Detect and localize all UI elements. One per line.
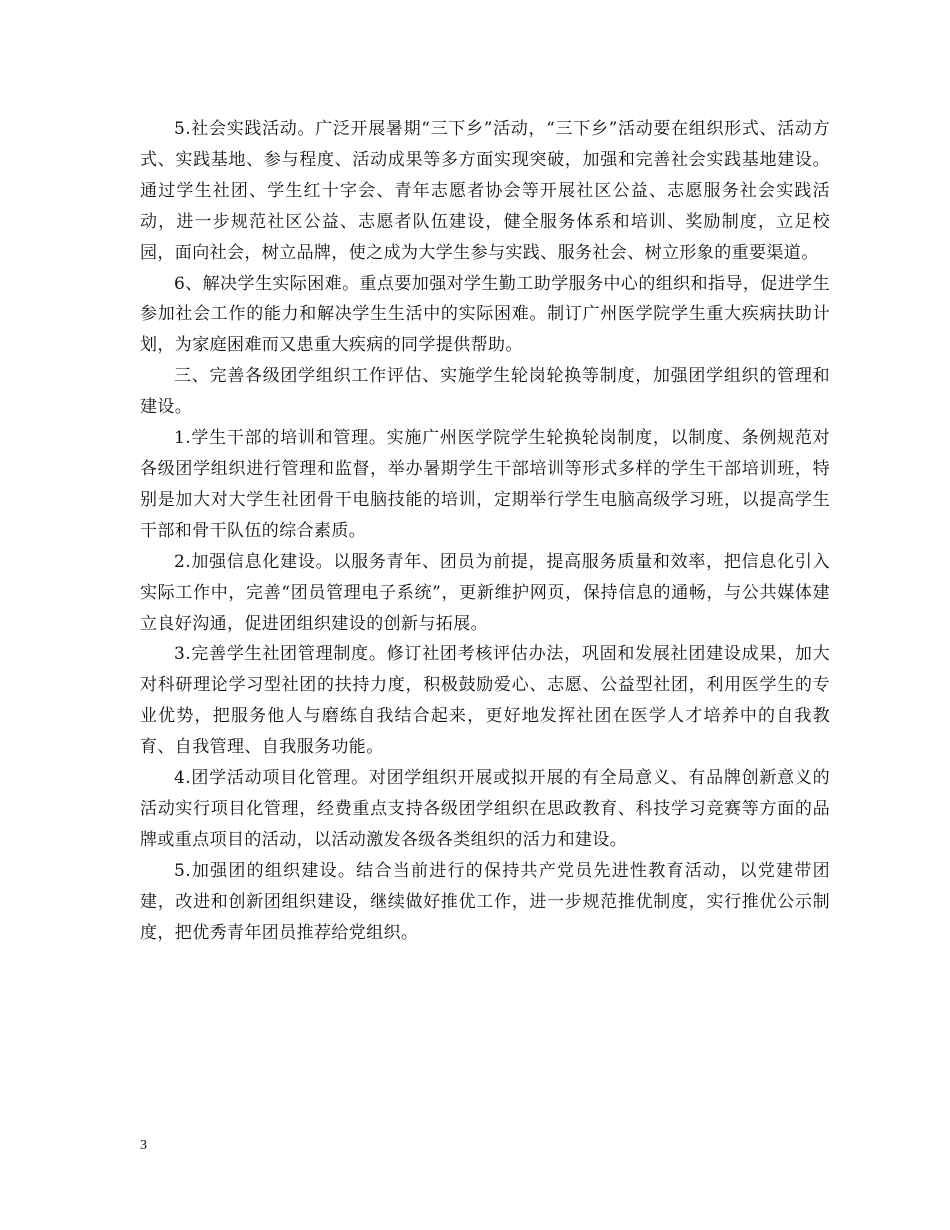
paragraph-section-three-heading: 三、完善各级团学组织工作评估、实施学生轮岗轮换等制度，加强团学组织的管理和建设。 <box>140 366 830 418</box>
paragraph-cadre-training: 1.学生干部的培训和管理。实施广州医学院学生轮换轮岗制度，以制度、条例规范对各级团学组织进行管理和监督，举办暑期学生干部培训等形式多样的学生干部培训班，特别是加大对大学生社团骨干电脑技能的培训，定期举行学生电脑高级学习班，以提高学生干部和骨干队伍的综合素质。 <box>140 428 830 541</box>
page-number: 3 <box>140 1138 147 1153</box>
paragraph-organization-building: 5.加强团的组织建设。结合当前进行的保持共产党员先进性教育活动，以党建带团建，改进和创新团组织建设，继续做好推优工作，进一步规范推优制度，实行推优公示制度，把优秀青年团员推荐给党组织。 <box>140 860 830 943</box>
paragraph-club-management: 3.完善学生社团管理制度。修订社团考核评估办法，巩固和发展社团建设成果，加大对科研理论学习型社团的扶持力度，积极鼓励爱心、志愿、公益型社团，利用医学生的专业优势，把服务他人与磨练自我结合起来，更好地发挥社团在医学人才培养中的自我教育、自我管理、自我服务功能。 <box>140 644 830 758</box>
paragraph-informatization: 2.加强信息化建设。以服务青年、团员为前提，提高服务质量和效率，把信息化引入实际工作中，完善“团员管理电子系统”，更新维护网页，保持信息的通畅，与公共媒体建立良好沟通，促进团组织建设的创新与拓展。 <box>140 551 830 634</box>
paragraph-project-management: 4.团学活动项目化管理。对团学组织开展或拟开展的有全局意义、有品牌创新意义的活动实行项目化管理，经费重点支持各级团学组织在思政教育、科技学习竞赛等方面的品牌或重点项目的活动，以活动激发各级各类组织的活力和建设。 <box>140 768 830 850</box>
document-body <box>140 114 830 948</box>
paragraph-social-practice: 5.社会实践活动。广泛开展暑期“三下乡”活动，“三下乡”活动要在组织形式、活动方式、实践基地、参与程度、活动成果等多方面实现突破，加强和完善社会实践基地建设。通过学生社团、学生红十字会、青年志愿者协会等开展社区公益、志愿服务社会实践活动，进一步规范社区公益、志愿者队伍建设，健全服务体系和培训、奖励制度，立足校园，面向社会，树立品牌，使之成为大学生参与实践、服务社会、树立形象的重要渠道。 <box>140 119 830 263</box>
paragraph-student-difficulties: 6、解决学生实际困难。重点要加强对学生勤工助学服务中心的组织和指导，促进学生参加社会工作的能力和解决学生生活中的实际困难。制订广州医学院学生重大疾病扶助计划，为家庭困难而又患重大疾病的同学提供帮助。 <box>140 273 830 356</box>
